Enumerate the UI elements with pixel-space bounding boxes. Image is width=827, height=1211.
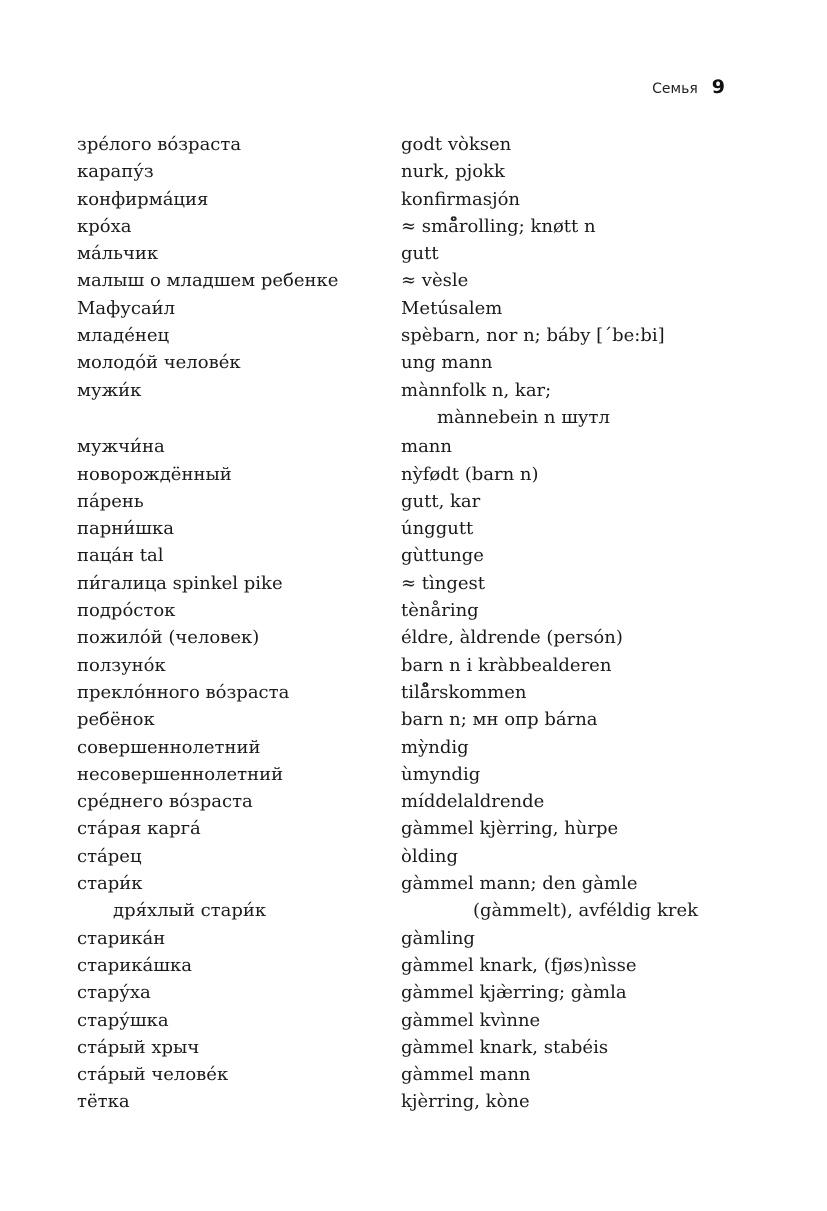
- norwegian-translation: tènåring: [401, 600, 479, 622]
- russian-headword: пи́галица spinkel pike: [77, 572, 283, 594]
- entry-row: [77, 186, 717, 213]
- norwegian-translation: godt vòksen: [401, 134, 512, 155]
- norwegian-translation: gutt: [401, 243, 439, 265]
- entry-row: [77, 1061, 717, 1088]
- page-number: 9: [711, 76, 725, 98]
- entry-row: [77, 322, 717, 349]
- norwegian-translation: gàmmel knark, stabéis: [401, 1036, 609, 1058]
- entry-row: [77, 843, 717, 870]
- russian-headword: малыш о младшем ребенке: [77, 270, 339, 292]
- norwegian-translation: ùmyndig: [401, 763, 481, 785]
- norwegian-translation: míddelaldrende: [401, 791, 545, 813]
- russian-headword: ста́рый хрыч: [77, 1036, 200, 1058]
- entry-row: [77, 815, 717, 842]
- russian-headword: зре́лого во́зраста: [77, 134, 242, 155]
- entry-row: [77, 461, 717, 488]
- russian-headword: ста́рая карга́: [77, 818, 201, 840]
- russian-headword: стару́шка: [77, 1009, 169, 1031]
- russian-headword: младе́нец: [77, 325, 170, 347]
- norwegian-translation: gàmmel mann: [401, 1064, 531, 1086]
- entry-row: [77, 734, 717, 761]
- russian-headword: старика́н: [77, 927, 166, 949]
- russian-headword: мужчи́на: [77, 436, 165, 458]
- russian-headword: ма́льчик: [77, 243, 159, 265]
- russian-headword: паца́н tal: [77, 545, 164, 567]
- entry-row: [77, 788, 717, 815]
- norwegian-translation: Metúsalem: [401, 297, 503, 319]
- norwegian-translation: gàmmel knark, (fjøs)nìsse: [401, 954, 637, 976]
- norwegian-translation: mann: [401, 436, 452, 458]
- entry-row: [77, 570, 717, 597]
- norwegian-translation: únggutt: [401, 518, 474, 540]
- norwegian-translation: tilå̊rskommen: [401, 681, 527, 703]
- russian-headword: стару́ха: [77, 982, 151, 1004]
- russian-headword: мужи́к: [77, 379, 142, 401]
- russian-headword: новорождённый: [77, 463, 232, 485]
- entry-row: [77, 1007, 717, 1034]
- norwegian-translation: mànnebein n шутл: [437, 406, 610, 428]
- russian-headword: конфирма́ция: [77, 188, 209, 210]
- entry-row: [77, 349, 717, 376]
- norwegian-translation: éldre, àldrende (persón): [401, 627, 623, 649]
- russian-headword: несовершеннолетний: [77, 763, 284, 785]
- norwegian-translation: barn n i kràbbealderen: [401, 654, 612, 676]
- norwegian-translation: òlding: [401, 845, 458, 867]
- entry-row: [77, 761, 717, 788]
- norwegian-translation: gàmling: [401, 927, 475, 949]
- running-head-section: Семья: [652, 81, 698, 97]
- entry-row: [77, 870, 717, 897]
- entry-row: [77, 515, 717, 542]
- norwegian-translation: (gàmmelt), avféldig krek: [473, 900, 699, 922]
- entry-row: [77, 952, 717, 979]
- norwegian-translation: mỳndig: [401, 736, 469, 758]
- entry-row: [77, 706, 717, 733]
- norwegian-translation: konfirmasjón: [401, 188, 520, 210]
- norwegian-translation: ≈ små̊rolling; knøtt n: [401, 215, 596, 237]
- russian-headword: пожило́й (человек): [77, 627, 260, 649]
- entry-row: [77, 213, 717, 240]
- entry-row: [77, 404, 717, 431]
- russian-headword: ста́рый челове́к: [77, 1064, 229, 1086]
- running-head: [652, 76, 725, 98]
- entry-row: [77, 433, 717, 460]
- norwegian-translation: ≈ vèsle: [401, 270, 469, 292]
- russian-headword: парни́шка: [77, 518, 174, 540]
- russian-headword: преклóнного во́зраста: [77, 681, 290, 703]
- russian-headword: тётка: [77, 1091, 130, 1113]
- entry-row: [77, 158, 717, 185]
- entry-row: [77, 1034, 717, 1061]
- norwegian-translation: nurk, pjokk: [401, 161, 505, 183]
- norwegian-translation: spèbarn, nor n; báby [ˊbe:bi]: [401, 325, 665, 347]
- entry-row: [77, 897, 717, 924]
- entry-row: [77, 488, 717, 515]
- entry-row: [77, 542, 717, 569]
- russian-headword: сре́днего во́зраста: [77, 791, 253, 813]
- entry-row: [77, 295, 717, 322]
- russian-headword: Мафусаи́л: [77, 297, 176, 319]
- norwegian-translation: gàmmel mann; den gàmle: [401, 873, 638, 895]
- norwegian-translation: ≈ tìngest: [401, 572, 486, 594]
- entry-row: [77, 267, 717, 294]
- russian-headword: карапу́з: [77, 161, 154, 183]
- entry-row: [77, 925, 717, 952]
- entry-row: [77, 979, 717, 1006]
- entry-row: [77, 377, 717, 404]
- entry-row: [77, 1088, 717, 1115]
- entry-row: [77, 624, 717, 651]
- russian-headword: па́рень: [77, 490, 144, 512]
- russian-headword: [77, 404, 401, 431]
- norwegian-translation: ung mann: [401, 352, 493, 374]
- norwegian-translation: nỳfødt (barn n): [401, 463, 539, 485]
- russian-headword: молодо́й челове́к: [77, 352, 241, 374]
- norwegian-translation: mànnfolk n, kar;: [401, 379, 552, 401]
- norwegian-translation: gutt, kar: [401, 490, 481, 512]
- russian-headword: старика́шка: [77, 954, 192, 976]
- entry-row: [77, 240, 717, 267]
- norwegian-translation: gàmmel kjæ̀rring; gàmla: [401, 982, 627, 1004]
- norwegian-translation: gàmmel kvìnne: [401, 1009, 541, 1031]
- russian-headword: ста́рец: [77, 845, 142, 867]
- entry-row: [77, 652, 717, 679]
- entry-row: [77, 131, 717, 158]
- russian-headword: совершеннолетний: [77, 736, 261, 758]
- entry-row: [77, 679, 717, 706]
- norwegian-translation: kjèrring, kòne: [401, 1091, 530, 1113]
- entry-row: [77, 597, 717, 624]
- norwegian-translation: gùttunge: [401, 545, 484, 567]
- russian-headword: стари́к: [77, 873, 143, 895]
- russian-headword: кро́ха: [77, 215, 132, 237]
- entry-list: [77, 131, 717, 1116]
- russian-headword: ползуно́к: [77, 654, 166, 676]
- russian-headword: подро́сток: [77, 600, 176, 622]
- russian-headword: дря́хлый стари́к: [113, 900, 267, 922]
- norwegian-translation: barn n; мн опр bárna: [401, 709, 598, 731]
- russian-headword: ребёнок: [77, 709, 155, 731]
- norwegian-translation: gàmmel kjèrring, hùrpe: [401, 818, 619, 840]
